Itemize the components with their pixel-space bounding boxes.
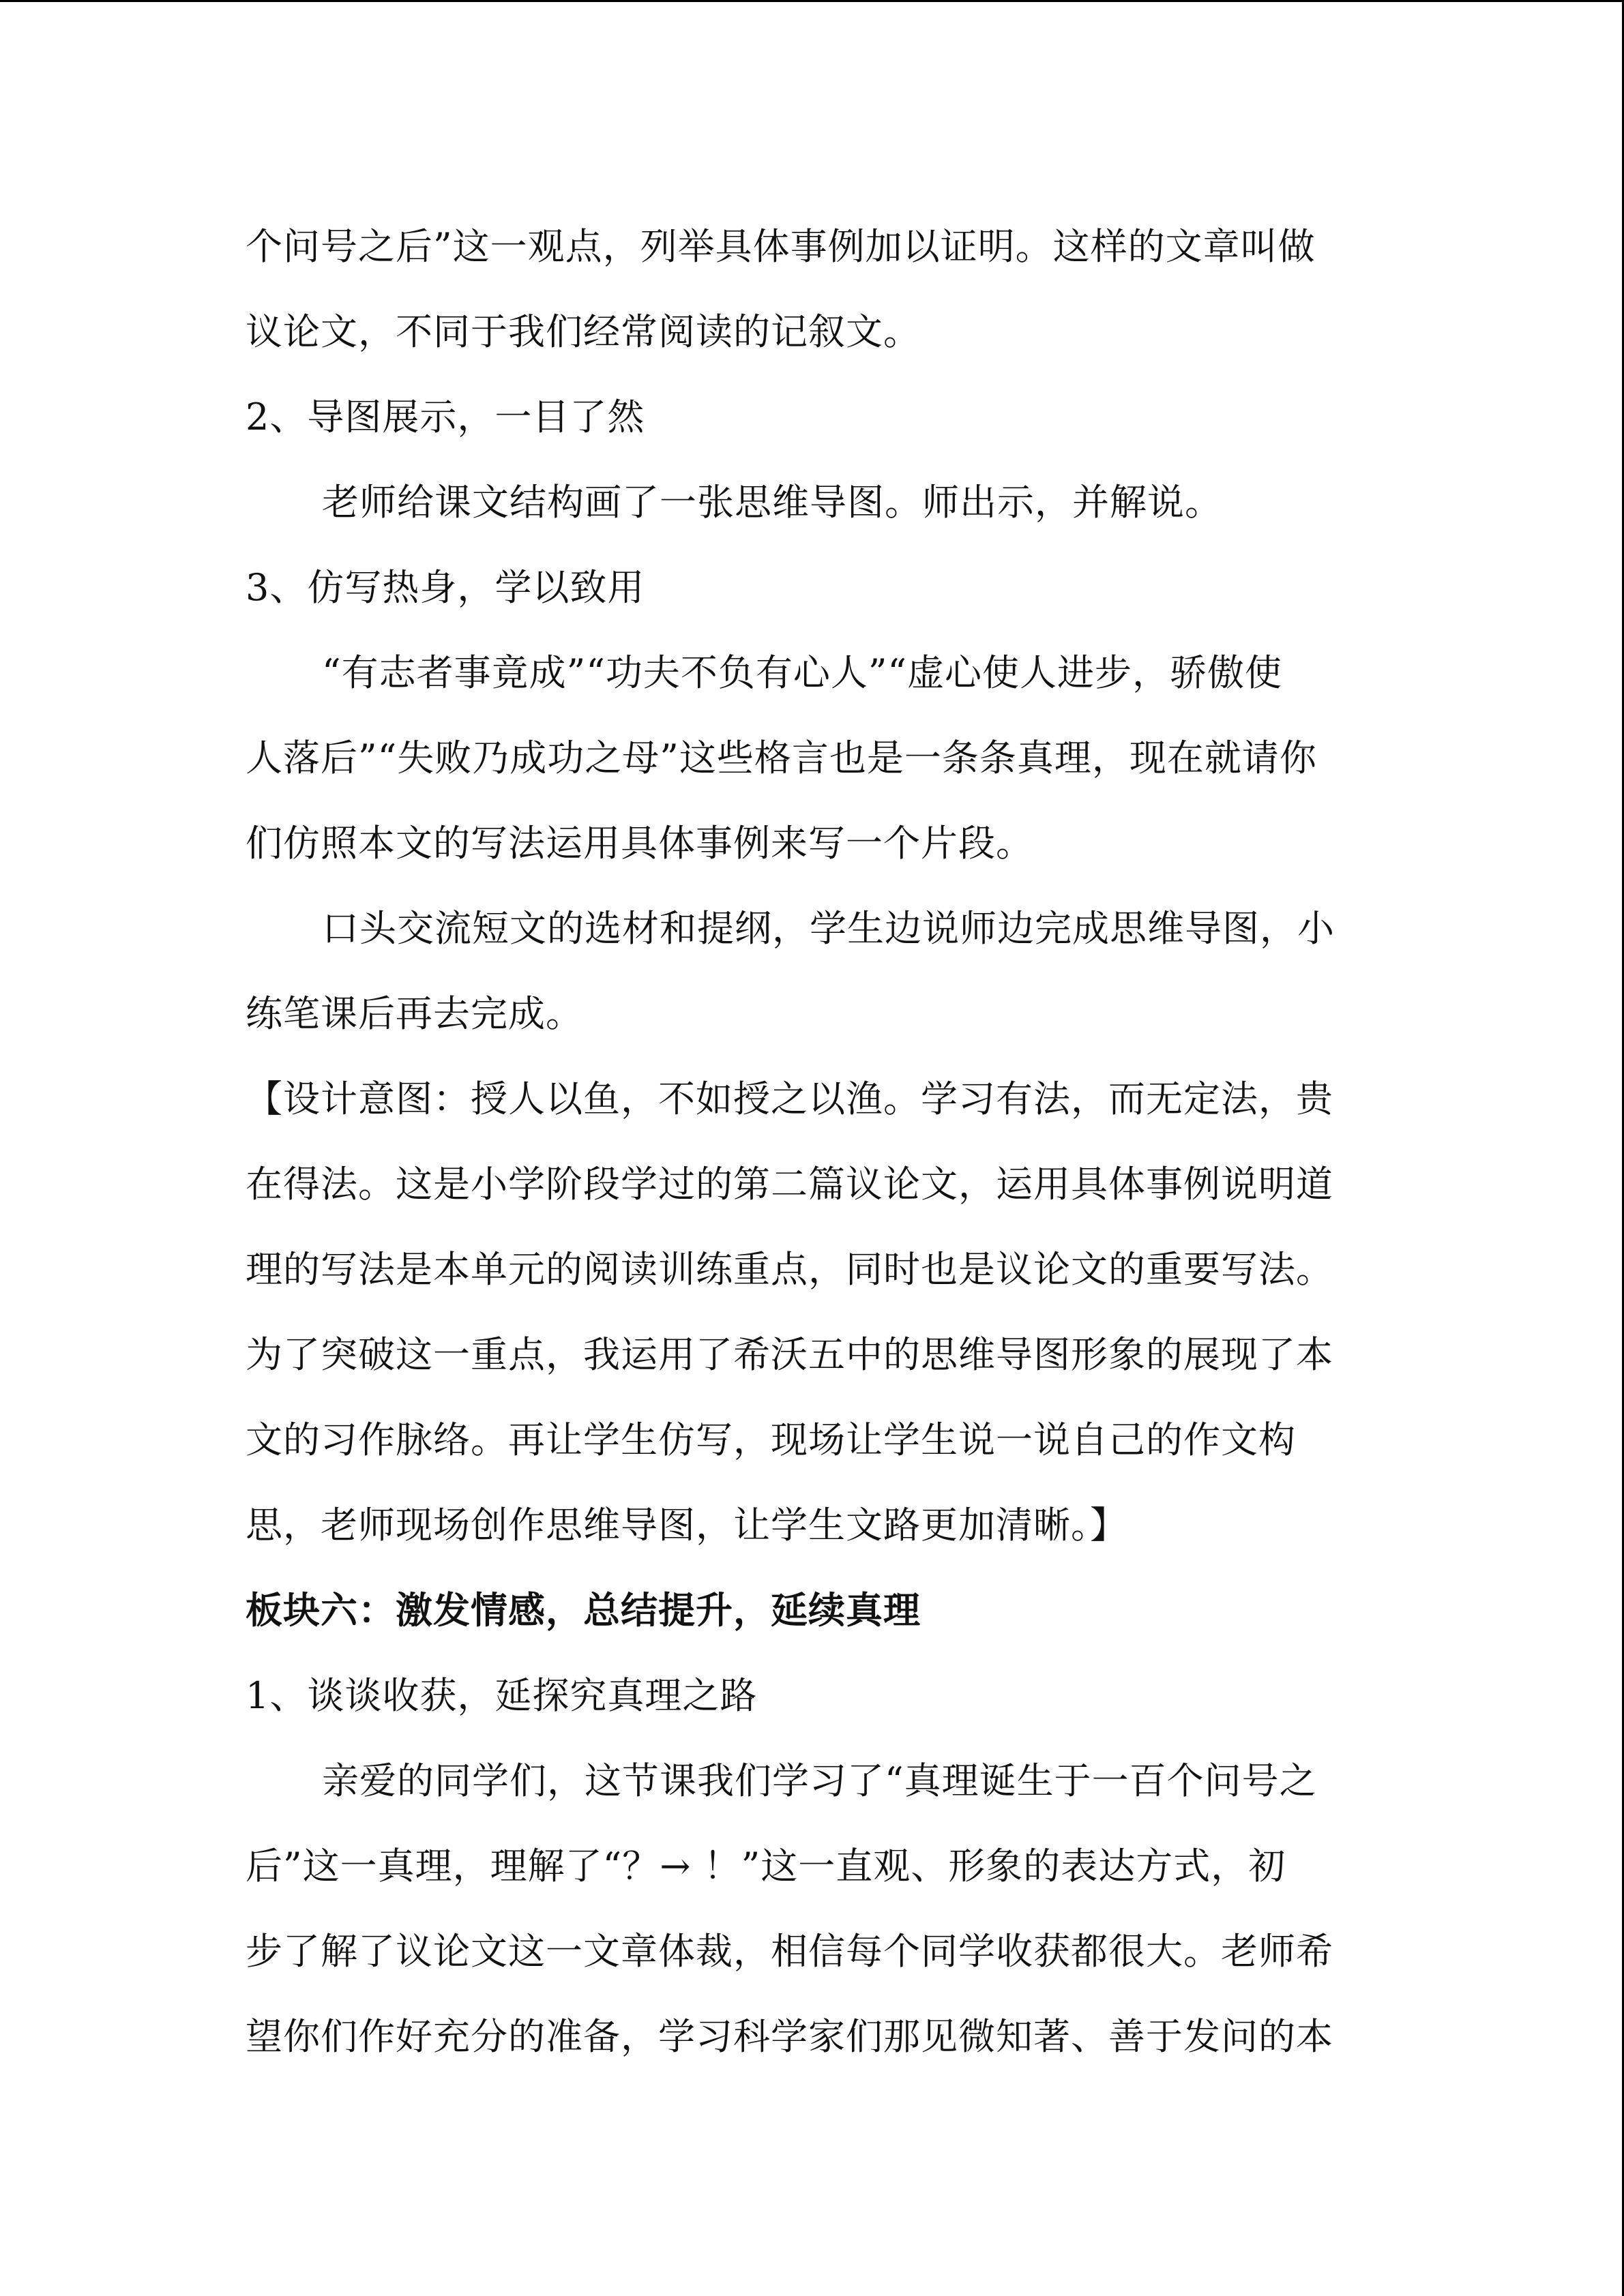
text-line: 思，老师现场创作思维导图，让学生文路更加清晰。】 <box>246 1504 1127 1547</box>
text-line: 老师给课文结构画了一张思维导图。师出示，并解说。 <box>322 481 1222 524</box>
text-line: 步了解了议论文这一文章体裁，相信每个同学收获都很大。老师希 <box>246 1930 1333 1973</box>
text-line: 口头交流短文的选材和提纲，学生边说师边完成思维导图，小 <box>322 907 1335 950</box>
text-line: 望你们作好充分的准备，学习科学家们那见微知著、善于发问的本 <box>246 2015 1333 2058</box>
text-line: 为了突破这一重点，我运用了希沃五中的思维导图形象的展现了本 <box>246 1333 1333 1376</box>
text-line: 亲爱的同学们，这节课我们学习了“真理诞生于一百个问号之 <box>322 1759 1317 1802</box>
text-line: 2、导图展示，一目了然 <box>246 396 645 438</box>
text-line: 个问号之后”这一观点，列举具体事例加以证明。这样的文章叫做 <box>246 225 1316 268</box>
text-line: 练笔课后再去完成。 <box>246 992 583 1035</box>
document-body <box>246 204 1378 2079</box>
text-line: 后”这一真理，理解了“？→ ！”这一直观、形象的表达方式，初 <box>246 1845 1286 1888</box>
text-line: 人落后”“失败乃成功之母”这些格言也是一条条真理，现在就请你 <box>246 736 1317 779</box>
text-line: 【设计意图：授人以鱼，不如授之以渔。学习有法，而无定法，贵 <box>246 1077 1333 1120</box>
section-heading: 板块六：激发情感，总结提升，延续真理 <box>246 1588 921 1632</box>
text-line: “有志者事竟成”“功夫不负有心人”“虚心使人进步，骄傲使 <box>322 651 1283 694</box>
text-line: 们仿照本文的写法运用具体事例来写一个片段。 <box>246 822 1033 865</box>
text-line: 文的习作脉络。再让学生仿写，现场让学生说一说自己的作文构 <box>246 1418 1296 1461</box>
text-line: 理的写法是本单元的阅读训练重点，同时也是议论文的重要写法。 <box>246 1248 1333 1291</box>
text-line: 议论文，不同于我们经常阅读的记叙文。 <box>246 310 921 353</box>
text-line: 1、谈谈收获，延探究真理之路 <box>246 1674 758 1717</box>
text-line: 3、仿写热身，学以致用 <box>246 566 645 609</box>
text-line: 在得法。这是小学阶段学过的第二篇议论文，运用具体事例说明道 <box>246 1163 1333 1206</box>
